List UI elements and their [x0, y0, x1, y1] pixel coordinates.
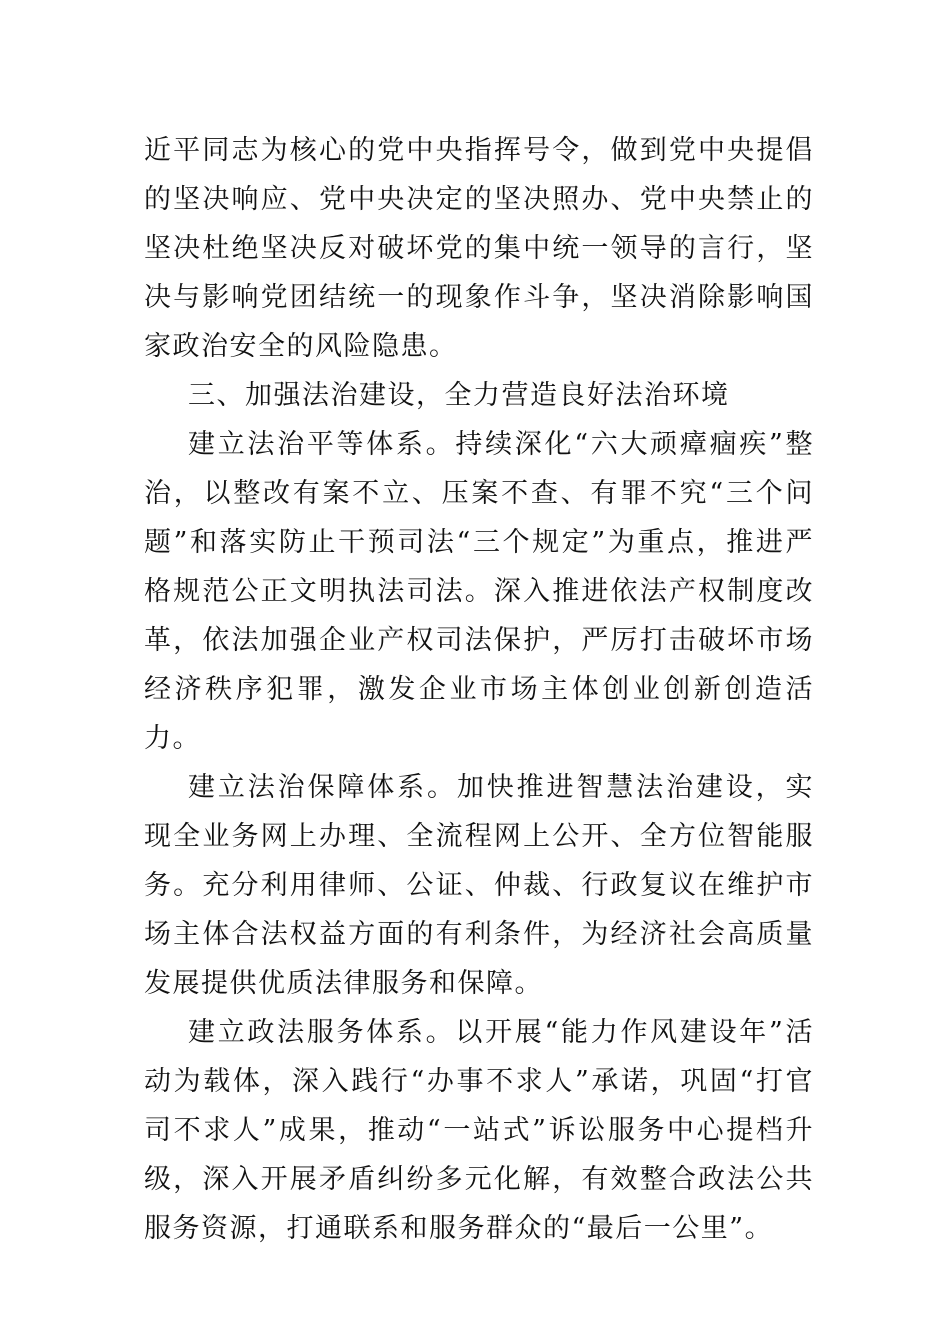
section-heading: 三、加强法治建设，全力营造良好法治环境: [188, 380, 730, 411]
paragraph-political-legal-service: 建立政法服务体系。以开展“能力作风建设年”活动为载体，深入践行“办事不求人”承诺，巩固“打官司不求人”成果，推动“一站式”诉讼服务中心提档升级，深入开展矛盾纠纷多元化解，有效整合政法公共服务资源，打通联系和服务群众的“最后一公里”。: [144, 1017, 814, 1244]
paragraph-continuation: 近平同志为核心的党中央指挥号令，做到党中央提倡的坚决响应、党中央决定的坚决照办、党中央禁止的坚决杜绝坚决反对破坏党的集中统一领导的言行，坚决与影响党团结统一的现象作斗争，坚决消除影响国家政治安全的风险隐患。: [144, 135, 814, 362]
paragraph-legal-guarantee: 建立法治保障体系。加快推进智慧法治建设，实现全业务网上办理、全流程网上公开、全方位智能服务。充分利用律师、公证、仲裁、行政复议在维护市场主体合法权益方面的有利条件，为经济社会高质量发展提供优质法律服务和保障。: [144, 772, 814, 999]
paragraph-legal-equality: 建立法治平等体系。持续深化“六大顽瘴痼疾”整治，以整改有案不立、压案不查、有罪不究“三个问题”和落实防止干预司法“三个规定”为重点，推进严格规范公正文明执法司法。深入推进依法产权制度改革，依法加强企业产权司法保护，严厉打击破坏市场经济秩序犯罪，激发企业市场主体创业创新创造活力。: [144, 429, 814, 754]
document-body: [144, 126, 814, 1253]
